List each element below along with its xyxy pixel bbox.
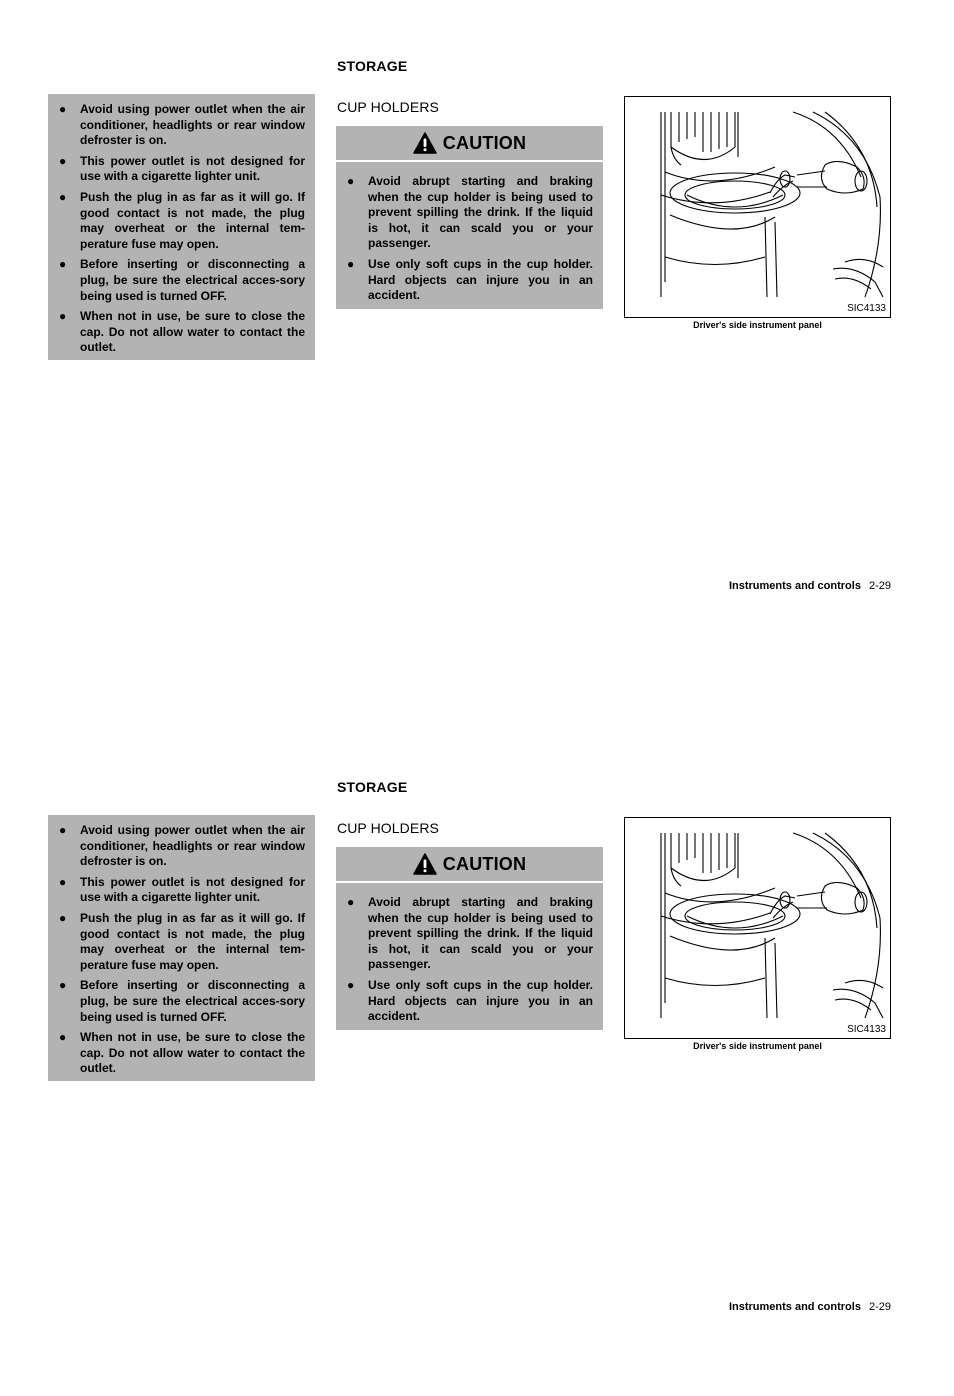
bullet-icon: ● [59, 978, 67, 993]
subsection-title: CUP HOLDERS [337, 99, 439, 115]
cup-holder-drawing [625, 97, 889, 316]
cup-holder-drawing [625, 818, 889, 1037]
cup-holder-illustration [624, 96, 891, 318]
list-item [58, 154, 305, 185]
bullet-icon: ● [347, 977, 355, 992]
page-number: 2-29 [868, 1301, 891, 1313]
list-item [58, 1030, 305, 1077]
bullet-icon: ● [59, 823, 67, 837]
list-item [58, 875, 305, 906]
page-footer [729, 1301, 891, 1313]
bullet-icon: ● [59, 1030, 67, 1045]
list-item [346, 895, 593, 973]
caution-header [336, 847, 603, 883]
list-item [346, 257, 593, 304]
warning-text: Avoid using power outlet when the air conditioner, headlights or rear window defroster is on. [80, 823, 305, 869]
manual-page [0, 0, 954, 675]
warning-text: This power outlet is not designed for use with a cigarette lighter unit. [80, 874, 305, 905]
figure-code: SIC4133 [847, 303, 886, 314]
caution-text: Avoid abrupt starting and braking when the cup holder is being used to prevent spilling the drink. If the liquid is hot, it can scald you or your passenger. [368, 895, 593, 972]
bullet-icon: ● [59, 153, 67, 168]
bullet-icon: ● [59, 309, 67, 324]
cup-holder-illustration [624, 817, 891, 1039]
caution-label: CAUTION [442, 853, 527, 874]
list-item [58, 102, 305, 149]
warning-triangle-icon [413, 132, 437, 154]
list-item [346, 174, 593, 252]
manual-page [0, 721, 954, 1396]
caution-box [336, 847, 603, 1030]
section-title: STORAGE [337, 779, 408, 795]
figure-caption: Driver's side instrument panel [693, 320, 822, 330]
warning-text: This power outlet is not designed for use with a cigarette lighter unit. [80, 153, 305, 184]
caution-list [346, 895, 593, 1025]
footer-section: Instruments and controls [728, 1301, 861, 1313]
warning-text: Before inserting or disconnecting a plug, be sure the electrical acces-sory being used is turned OFF. [80, 978, 305, 1024]
caution-list [346, 174, 593, 304]
page-number: 2-29 [868, 580, 891, 592]
page-footer [729, 580, 891, 592]
list-item [58, 823, 305, 870]
list-item [58, 978, 305, 1025]
warning-list [58, 102, 305, 356]
bullet-icon: ● [347, 895, 355, 909]
warning-triangle-icon [413, 853, 437, 875]
caution-text: Use only soft cups in the cup holder. Hard objects can injure you in an accident. [368, 977, 593, 1024]
bullet-icon: ● [59, 102, 67, 116]
subsection-title: CUP HOLDERS [337, 820, 439, 836]
list-item [346, 978, 593, 1025]
warning-text: When not in use, be sure to close the cap. Do not allow water to contact the outlet. [80, 309, 305, 355]
caution-header [336, 126, 603, 162]
bullet-icon: ● [347, 174, 355, 188]
bullet-icon: ● [59, 257, 67, 272]
figure-caption: Driver's side instrument panel [693, 1041, 822, 1051]
bullet-icon: ● [59, 910, 67, 925]
caution-box [336, 126, 603, 309]
warning-text: Avoid using power outlet when the air conditioner, headlights or rear window defroster is on. [80, 102, 305, 148]
bullet-icon: ● [59, 874, 67, 889]
footer-section: Instruments and controls [728, 580, 861, 592]
warning-text: Push the plug in as far as it will go. If good contact is not made, the plug may overheat or the internal tem-perature fuse may open. [80, 910, 305, 972]
section-title: STORAGE [337, 58, 408, 74]
caution-text: Avoid abrupt starting and braking when the cup holder is being used to prevent spilling the drink. If the liquid is hot, it can scald you or your passenger. [368, 174, 593, 251]
warning-text: Before inserting or disconnecting a plug, be sure the electrical acces-sory being used is turned OFF. [80, 257, 305, 303]
list-item [58, 190, 305, 252]
caution-label: CAUTION [442, 132, 527, 153]
warning-text: When not in use, be sure to close the cap. Do not allow water to contact the outlet. [80, 1030, 305, 1076]
figure-code: SIC4133 [847, 1024, 886, 1035]
caution-text: Use only soft cups in the cup holder. Hard objects can injure you in an accident. [368, 256, 593, 303]
bullet-icon: ● [59, 189, 67, 204]
list-item [58, 257, 305, 304]
warning-text: Push the plug in as far as it will go. If good contact is not made, the plug may overheat or the internal tem-perature fuse may open. [80, 189, 305, 251]
power-outlet-warning-box [48, 815, 315, 1081]
warning-list [58, 823, 305, 1077]
list-item [58, 309, 305, 356]
list-item [58, 911, 305, 973]
bullet-icon: ● [347, 256, 355, 271]
power-outlet-warning-box [48, 94, 315, 360]
